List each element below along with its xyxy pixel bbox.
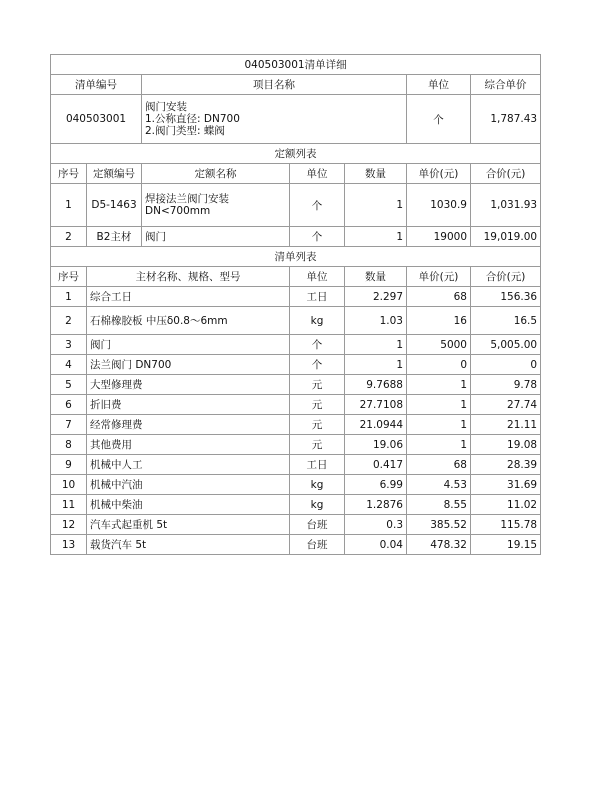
bill-unit: 个 <box>407 95 471 144</box>
item-unit: kg <box>290 307 345 335</box>
table-row <box>51 515 541 535</box>
item-seq: 11 <box>51 495 87 515</box>
item-unit: 工日 <box>290 287 345 307</box>
item-qty: 1.03 <box>345 307 407 335</box>
item-total: 156.36 <box>471 287 541 307</box>
item-price: 16 <box>407 307 471 335</box>
bill-name-line: 1.公称直径: DN700 <box>145 113 240 125</box>
item-seq: 8 <box>51 435 87 455</box>
table-row <box>51 535 541 555</box>
item-unit: 个 <box>290 355 345 375</box>
quota-code: D5-1463 <box>87 184 142 227</box>
bill-code-header: 清单编号 <box>51 75 142 95</box>
item-price: 1 <box>407 415 471 435</box>
item-price: 0 <box>407 355 471 375</box>
quota-seq-header: 序号 <box>51 164 87 184</box>
item-seq: 10 <box>51 475 87 495</box>
item-qty: 1 <box>345 355 407 375</box>
quota-price-header: 单价(元) <box>407 164 471 184</box>
item-total: 28.39 <box>471 455 541 475</box>
item-qty: 27.7108 <box>345 395 407 415</box>
item-unit: kg <box>290 495 345 515</box>
quota-code-header: 定额编号 <box>87 164 142 184</box>
item-price: 68 <box>407 455 471 475</box>
table-row <box>51 375 541 395</box>
item-unit: 工日 <box>290 455 345 475</box>
item-qty: 9.7688 <box>345 375 407 395</box>
item-unit: 元 <box>290 395 345 415</box>
item-price: 68 <box>407 287 471 307</box>
item-seq: 2 <box>51 307 87 335</box>
table-row <box>51 184 541 227</box>
bill-price-header: 综合单价 <box>471 75 541 95</box>
bill-name <box>142 95 407 144</box>
item-unit: 元 <box>290 435 345 455</box>
item-total: 115.78 <box>471 515 541 535</box>
item-seq: 7 <box>51 415 87 435</box>
item-unit: 元 <box>290 375 345 395</box>
item-name: 汽车式起重机 5t <box>87 515 290 535</box>
item-total: 19.08 <box>471 435 541 455</box>
table-row <box>51 455 541 475</box>
table-row <box>51 287 541 307</box>
item-name: 经常修理费 <box>87 415 290 435</box>
item-name: 其他费用 <box>87 435 290 455</box>
item-seq: 5 <box>51 375 87 395</box>
item-price: 5000 <box>407 335 471 355</box>
table-row <box>51 415 541 435</box>
bill-name-line: 2.阀门类型: 蝶阀 <box>145 125 225 137</box>
table-row <box>51 475 541 495</box>
items-seq-header: 序号 <box>51 267 87 287</box>
table-row <box>51 355 541 375</box>
item-total: 0 <box>471 355 541 375</box>
item-name: 石棉橡胶板 中压δ0.8～6mm <box>87 307 290 335</box>
item-name: 机械中柴油 <box>87 495 290 515</box>
quota-name: 阀门 <box>142 227 290 247</box>
table-row <box>51 495 541 515</box>
item-qty: 6.99 <box>345 475 407 495</box>
quota-price: 1030.9 <box>407 184 471 227</box>
item-price: 385.52 <box>407 515 471 535</box>
item-name: 折旧费 <box>87 395 290 415</box>
quota-total: 1,031.93 <box>471 184 541 227</box>
item-name: 阀门 <box>87 335 290 355</box>
quota-name-line: 焊接法兰阀门安装 <box>145 193 229 205</box>
bill-name-line: 阀门安装 <box>145 101 187 113</box>
item-price: 1 <box>407 435 471 455</box>
item-qty: 21.0944 <box>345 415 407 435</box>
items-total-header: 合价(元) <box>471 267 541 287</box>
bill-price: 1,787.43 <box>471 95 541 144</box>
quota-name-header: 定额名称 <box>142 164 290 184</box>
item-name: 法兰阀门 DN700 <box>87 355 290 375</box>
items-section-title: 清单列表 <box>51 247 541 267</box>
item-seq: 3 <box>51 335 87 355</box>
quota-total-header: 合价(元) <box>471 164 541 184</box>
item-unit: 元 <box>290 415 345 435</box>
item-name: 载货汽车 5t <box>87 535 290 555</box>
item-qty: 1 <box>345 335 407 355</box>
item-total: 21.11 <box>471 415 541 435</box>
item-price: 478.32 <box>407 535 471 555</box>
item-unit: 台班 <box>290 535 345 555</box>
item-qty: 19.06 <box>345 435 407 455</box>
item-qty: 0.3 <box>345 515 407 535</box>
item-qty: 0.417 <box>345 455 407 475</box>
item-seq: 12 <box>51 515 87 535</box>
item-seq: 4 <box>51 355 87 375</box>
item-qty: 2.297 <box>345 287 407 307</box>
quota-unit: 个 <box>290 227 345 247</box>
quota-unit-header: 单位 <box>290 164 345 184</box>
quota-qty-header: 数量 <box>345 164 407 184</box>
quota-qty: 1 <box>345 184 407 227</box>
quota-name <box>142 184 290 227</box>
table-row <box>51 435 541 455</box>
item-total: 19.15 <box>471 535 541 555</box>
item-total: 11.02 <box>471 495 541 515</box>
item-price: 1 <box>407 375 471 395</box>
item-seq: 9 <box>51 455 87 475</box>
item-total: 27.74 <box>471 395 541 415</box>
item-name: 综合工日 <box>87 287 290 307</box>
item-total: 16.5 <box>471 307 541 335</box>
item-unit: kg <box>290 475 345 495</box>
item-qty: 0.04 <box>345 535 407 555</box>
item-price: 8.55 <box>407 495 471 515</box>
items-qty-header: 数量 <box>345 267 407 287</box>
quota-price: 19000 <box>407 227 471 247</box>
detail-table <box>50 54 541 555</box>
item-total: 31.69 <box>471 475 541 495</box>
item-name: 大型修理费 <box>87 375 290 395</box>
item-name: 机械中人工 <box>87 455 290 475</box>
items-name-header: 主材名称、规格、型号 <box>87 267 290 287</box>
quota-section-title: 定额列表 <box>51 144 541 164</box>
item-unit: 个 <box>290 335 345 355</box>
quota-name-line: DN<700mm <box>145 205 211 217</box>
item-total: 5,005.00 <box>471 335 541 355</box>
quota-total: 19,019.00 <box>471 227 541 247</box>
table-row <box>51 335 541 355</box>
item-price: 1 <box>407 395 471 415</box>
quota-code: B2主材 <box>87 227 142 247</box>
item-seq: 13 <box>51 535 87 555</box>
table-row <box>51 395 541 415</box>
quota-unit: 个 <box>290 184 345 227</box>
detail-sheet <box>50 54 540 555</box>
item-qty: 1.2876 <box>345 495 407 515</box>
item-total: 9.78 <box>471 375 541 395</box>
item-unit: 台班 <box>290 515 345 535</box>
quota-seq: 1 <box>51 184 87 227</box>
items-price-header: 单价(元) <box>407 267 471 287</box>
quota-seq: 2 <box>51 227 87 247</box>
bill-unit-header: 单位 <box>407 75 471 95</box>
items-unit-header: 单位 <box>290 267 345 287</box>
item-price: 4.53 <box>407 475 471 495</box>
table-row <box>51 227 541 247</box>
item-name: 机械中汽油 <box>87 475 290 495</box>
sheet-title: 040503001清单详细 <box>51 55 541 75</box>
quota-qty: 1 <box>345 227 407 247</box>
item-seq: 6 <box>51 395 87 415</box>
item-seq: 1 <box>51 287 87 307</box>
items-body <box>51 287 541 555</box>
bill-name-header: 项目名称 <box>142 75 407 95</box>
table-row <box>51 307 541 335</box>
bill-code: 040503001 <box>51 95 142 144</box>
